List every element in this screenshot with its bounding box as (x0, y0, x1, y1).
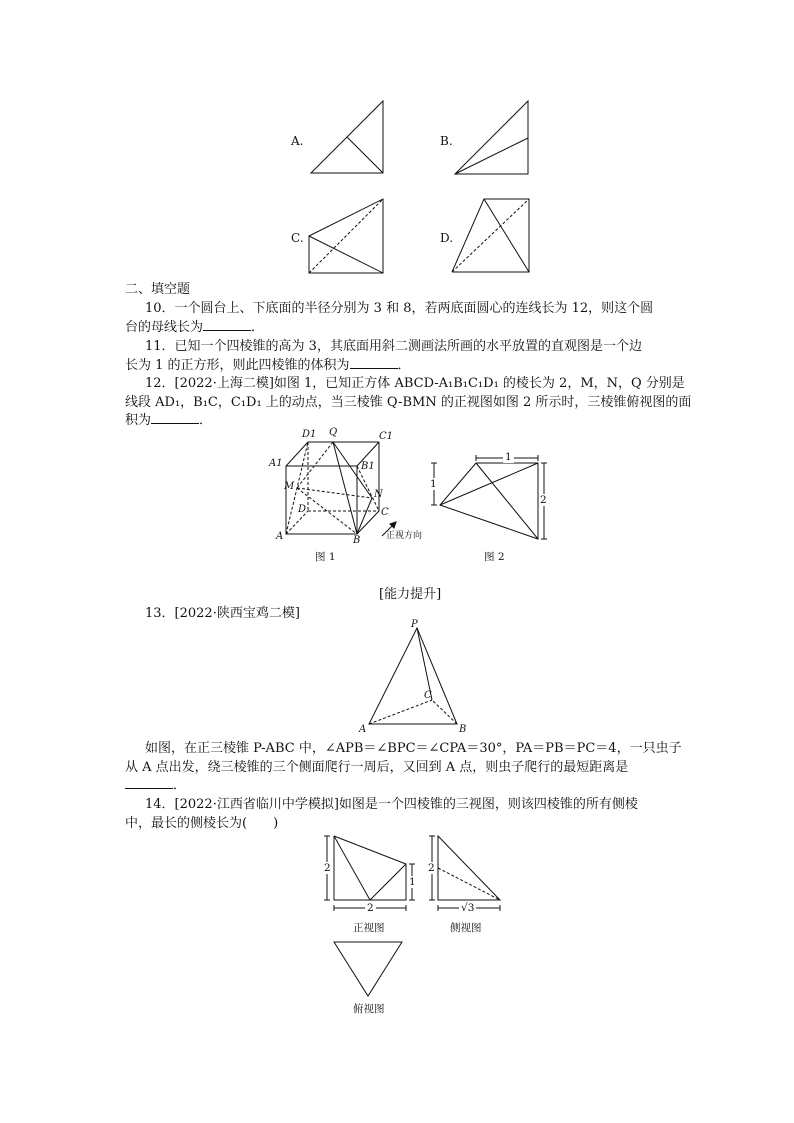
option-a-figure (310, 98, 390, 178)
section-ability-title: [能力提升] (379, 587, 442, 602)
q12-fig1-label-D: D (298, 504, 307, 515)
q12-fig2-dim-left: 1 (430, 478, 437, 490)
q13-blank[interactable] (125, 775, 173, 789)
q12-line1: 12．[2022·上海二模]如图 1，已知正方体 ABCD-A₁B₁C₁D₁ 的棱长为 2，M，N，Q 分别是 (145, 376, 685, 391)
q10-blank[interactable] (203, 317, 251, 331)
q12-fig1-label-Q: Q (329, 427, 338, 438)
q12-fig1-label-C1: C1 (379, 431, 394, 442)
q13-line3-end: ． (173, 778, 187, 793)
q12-line2: 线段 AD₁，B₁C，C₁D₁ 上的动点，当三棱锥 Q-BMN 的正视图如图 2 所示时，三棱锥俯视图的面 (125, 395, 692, 410)
q10-line2-end: ． (251, 320, 265, 335)
q14-side-dim-h: 2 (428, 862, 435, 874)
q13-line1: 如图，在正三棱锥 P-ABC 中，∠APB＝∠BPC＝∠CPA＝30°，PA＝PB＝PC＝4，一只虫子 (145, 741, 682, 756)
q14-side-caption: 侧视图 (450, 922, 482, 934)
q14-side-dim-w: √3 (461, 902, 475, 914)
q13-label-A: A (359, 724, 367, 735)
q11-line1: 11．已知一个四棱锥的高为 3，其底面用斜二测画法所画的水平放置的直观图是一个边 (145, 339, 642, 354)
option-b-figure (454, 98, 534, 178)
q12-fig1-label-C: C (381, 507, 389, 518)
q12-fig1-label-N: N (374, 489, 383, 500)
option-c-label: C. (291, 231, 304, 245)
q12-fig2-dim-right: 2 (540, 494, 547, 506)
q14-top-view (330, 938, 410, 1000)
q12-fig1-caption: 图 1 (315, 551, 336, 563)
q10-line2 (125, 317, 685, 338)
q14-front-caption: 正视图 (353, 922, 385, 934)
q13-line3 (125, 775, 685, 796)
q10-line1: 10．一个圆台上、下底面的半径分别为 3 和 8，若两底面圆心的连线长为 12，则这个圆 (145, 301, 654, 316)
q13-label-B: B (459, 724, 467, 735)
q10-line2-text: 台的母线长为 (125, 320, 204, 335)
q12-fig1-label-M: M (284, 481, 295, 492)
q13-line2: 从 A 点出发，绕三棱锥的三个侧面爬行一周后，又回到 A 点，则虫子爬行的最短距离是 (125, 760, 629, 775)
q14-top-caption: 俯视图 (353, 1003, 385, 1015)
q13-label-P: P (411, 619, 418, 630)
q12-line3-text: 积为 (125, 413, 152, 428)
q14-line2: 中，最长的侧棱长为( ) (125, 816, 279, 831)
q14-front-dim-r: 1 (409, 876, 416, 888)
q12-fig1-label-D1: D1 (302, 429, 317, 440)
q14-front-dim-h: 2 (324, 862, 331, 874)
q12-fig1-label-B: B (353, 535, 361, 546)
q12-fig1-label-A1: A1 (269, 458, 283, 469)
q12-line3-end: ． (199, 413, 213, 428)
q13-head: 13．[2022·陕西宝鸡二模] (145, 606, 300, 621)
q12-fig1-label-B1: B1 (361, 461, 375, 472)
option-d-label: D. (440, 231, 454, 245)
option-d-figure (451, 196, 533, 278)
option-c-figure (307, 196, 389, 278)
q13-pyramid-figure (360, 620, 470, 735)
option-b-label: B. (440, 134, 453, 148)
q12-fig2-caption: 图 2 (484, 551, 505, 563)
q12-blank[interactable] (151, 410, 199, 424)
section-fill-title: 二、填空题 (125, 282, 191, 297)
q11-line2-end: ． (397, 358, 411, 373)
option-a-label: A. (291, 134, 304, 148)
q12-fig1-label-A: A (276, 531, 284, 542)
q13-label-C: C (424, 690, 432, 701)
q14-line1: 14．[2022·江西省临川中学模拟]如图是一个四棱锥的三视图，则该四棱锥的所有侧棱 (145, 797, 638, 812)
q11-blank[interactable] (350, 355, 398, 369)
q12-figure-2-view (428, 452, 553, 547)
q12-fig1-direction: 正视方向 (386, 531, 423, 541)
q14-front-dim-w: 2 (367, 902, 374, 914)
q11-line2-text: 长为 1 的正方形，则此四棱锥的体积为 (125, 358, 350, 373)
q12-fig2-dim-top: 1 (505, 451, 512, 463)
